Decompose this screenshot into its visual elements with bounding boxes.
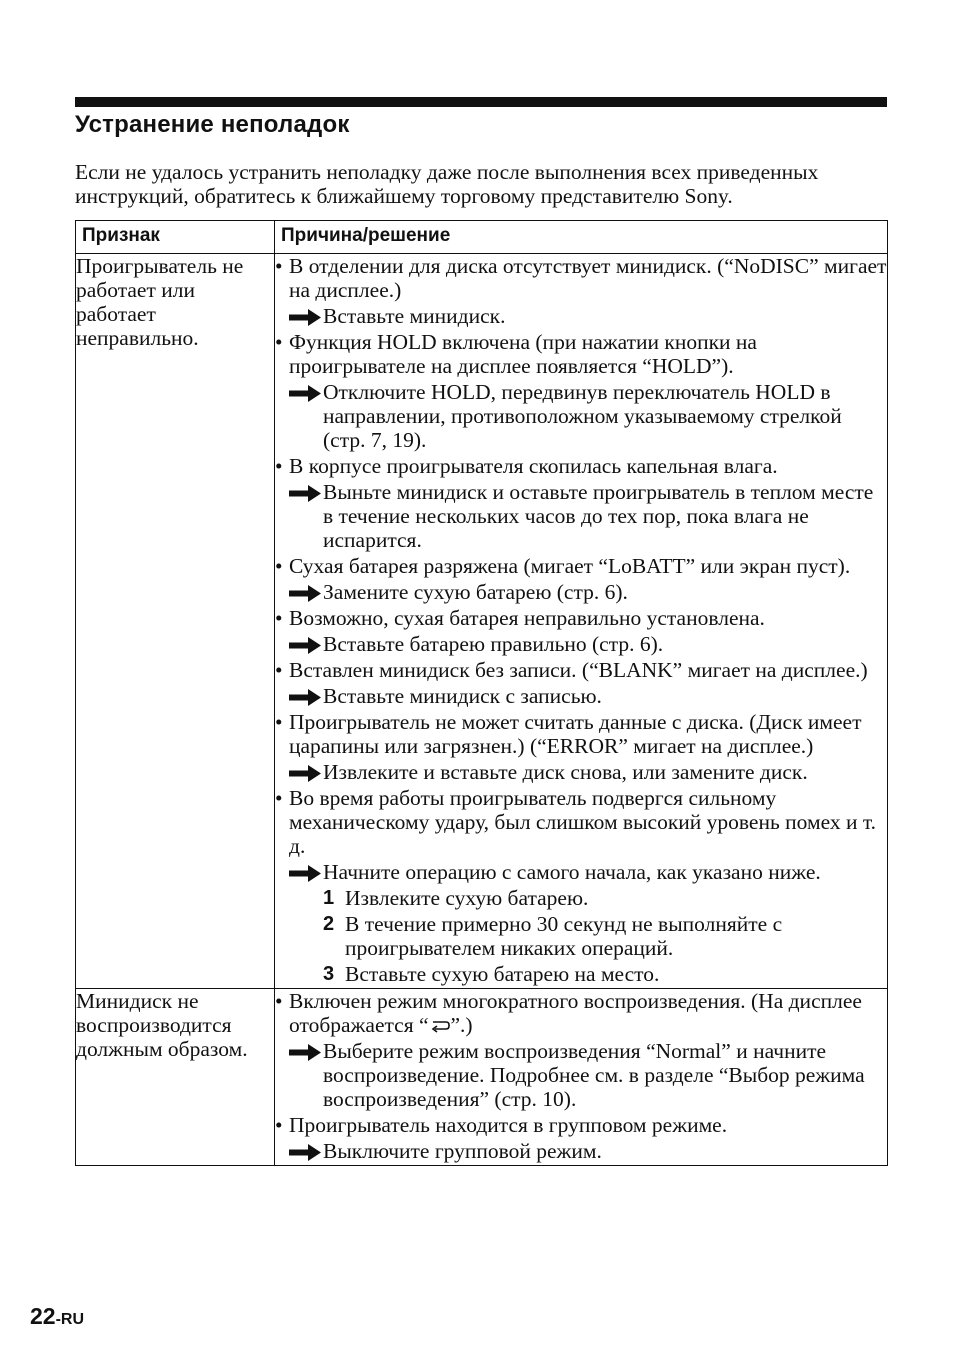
cause-text: В корпусе проигрывателя скопилась капельная влага. <box>289 454 778 478</box>
cause <box>275 786 887 858</box>
top-rule <box>75 97 887 107</box>
cause-text-before-icon: Включен режим многократного воспроизведения. (На дисплее отображается “ <box>289 989 862 1037</box>
arrow-right-icon <box>289 385 321 402</box>
cause-solution-cell <box>275 989 888 1166</box>
cause-text: Проигрыватель не может считать данные с диска. (Диск имеет царапины или загрязнен.) (“ERROR” мигает на дисплее.) <box>289 710 862 758</box>
arrow-right-icon <box>289 1144 321 1161</box>
bullet: • <box>275 554 283 578</box>
bullet: • <box>275 454 283 478</box>
cause-text: Сухая батарея разряжена (мигает “LoBATT” или экран пуст). <box>289 554 851 578</box>
step <box>275 912 887 960</box>
troubleshooting-table <box>75 220 888 1166</box>
list-item <box>275 658 887 708</box>
solution-text: Вставьте минидиск. <box>323 304 506 328</box>
page-number-value: 22 <box>30 1303 56 1329</box>
cause-text: Проигрыватель находится в групповом режиме. <box>289 1113 728 1137</box>
repeat-icon <box>429 1019 451 1033</box>
step-text: Вставьте сухую батарею на место. <box>345 962 660 986</box>
solution <box>275 760 887 784</box>
table-row <box>76 254 888 989</box>
arrow-right-icon <box>289 485 321 502</box>
solution <box>275 1039 887 1111</box>
solution-text: Извлеките и вставьте диск снова, или замените диск. <box>323 760 808 784</box>
solution <box>275 860 887 884</box>
cause <box>275 606 887 630</box>
arrow-right-icon <box>289 637 321 654</box>
solution-text: Вставьте минидиск с записью. <box>323 684 602 708</box>
solution <box>275 380 887 452</box>
table-header-row <box>76 221 888 254</box>
solution <box>275 480 887 552</box>
arrow-right-icon <box>289 309 321 326</box>
bullet: • <box>275 710 283 734</box>
cause-solution-cell <box>275 254 888 989</box>
bullet: • <box>275 330 283 354</box>
list-item <box>275 330 887 452</box>
header-symptom: Признак <box>76 221 275 254</box>
page-number-suffix: -RU <box>55 1311 85 1328</box>
cause-text: Вставлен минидиск без записи. (“BLANK” мигает на дисплее.) <box>289 658 868 682</box>
bullet: • <box>275 254 283 278</box>
solution-text: Выберите режим воспроизведения “Normal” и начните воспроизведение. Подробнее см. в разделе “Выбор режима воспроизведения” (стр. 10). <box>323 1039 865 1111</box>
solution-text: Замените сухую батарею (стр. 6). <box>323 580 628 604</box>
table-row <box>76 989 888 1166</box>
list-item <box>275 554 887 604</box>
step <box>275 962 887 986</box>
symptom-cell: Минидиск не воспроизводится должным образом. <box>76 989 275 1166</box>
bullet: • <box>275 989 283 1013</box>
cause <box>275 254 887 302</box>
arrow-right-icon <box>289 689 321 706</box>
solution-text: Выключите групповой режим. <box>323 1139 602 1163</box>
cause-text: Функция HOLD включена (при нажатии кнопки на проигрывателе на дисплее появляется “HOLD”). <box>289 330 757 378</box>
cause <box>275 454 887 478</box>
solution <box>275 1139 887 1163</box>
cause <box>275 330 887 378</box>
step-number: 3 <box>323 963 335 985</box>
cause-text: Возможно, сухая батарея неправильно установлена. <box>289 606 765 630</box>
list-item <box>275 1113 887 1163</box>
solution-text: Начните операцию с самого начала, как указано ниже. <box>323 860 821 884</box>
arrow-right-icon <box>289 765 321 782</box>
solution <box>275 580 887 604</box>
solution-text: Вставьте батарею правильно (стр. 6). <box>323 632 664 656</box>
cause <box>275 554 887 578</box>
arrow-right-icon <box>289 585 321 602</box>
intro-paragraph: Если не удалось устранить неполадку даже после выполнения всех приведенных инструкций, обратитесь к ближайшему торговому представителю Sony. <box>75 160 819 208</box>
symptom-cell: Проигрыватель не работает или работает неправильно. <box>76 254 275 989</box>
page-title: Устранение неполадок <box>75 111 350 138</box>
list-item <box>275 454 887 552</box>
cause-text: Во время работы проигрыватель подвергся сильному механическому удару, был слишком высокий уровень помех и т. д. <box>289 786 877 858</box>
cause-text: В отделении для диска отсутствует минидиск. (“NoDISC” мигает на дисплее.) <box>289 254 887 302</box>
cause <box>275 1113 887 1137</box>
step-text: В течение примерно 30 секунд не выполняйте с проигрывателем никаких операций. <box>345 912 783 960</box>
step-number: 2 <box>323 913 335 935</box>
bullet: • <box>275 658 283 682</box>
bullet: • <box>275 1113 283 1137</box>
solution <box>275 304 887 328</box>
arrow-right-icon <box>289 1044 321 1061</box>
arrow-right-icon <box>289 865 321 882</box>
step-text: Извлеките сухую батарею. <box>345 886 589 910</box>
list-item <box>275 606 887 656</box>
cause <box>275 989 887 1037</box>
solution <box>275 632 887 656</box>
page-number <box>30 1303 84 1330</box>
solution-text: Отключите HOLD, передвинув переключатель HOLD в направлении, противоположном указываемому стрелкой (стр. 7, 19). <box>323 380 842 452</box>
solution <box>275 684 887 708</box>
cause <box>275 658 887 682</box>
solution-text: Выньте минидиск и оставьте проигрыватель в теплом месте в течение нескольких часов до тех пор, пока влага не испарится. <box>323 480 874 552</box>
cause-text-after-icon: ”.) <box>450 1013 473 1037</box>
list-item <box>275 989 887 1111</box>
step <box>275 886 887 910</box>
header-cause-solution: Причина/решение <box>275 221 888 254</box>
bullet: • <box>275 786 283 810</box>
list-item <box>275 254 887 328</box>
cause <box>275 710 887 758</box>
list-item <box>275 710 887 784</box>
list-item <box>275 786 887 986</box>
step-number: 1 <box>323 887 335 909</box>
bullet: • <box>275 606 283 630</box>
